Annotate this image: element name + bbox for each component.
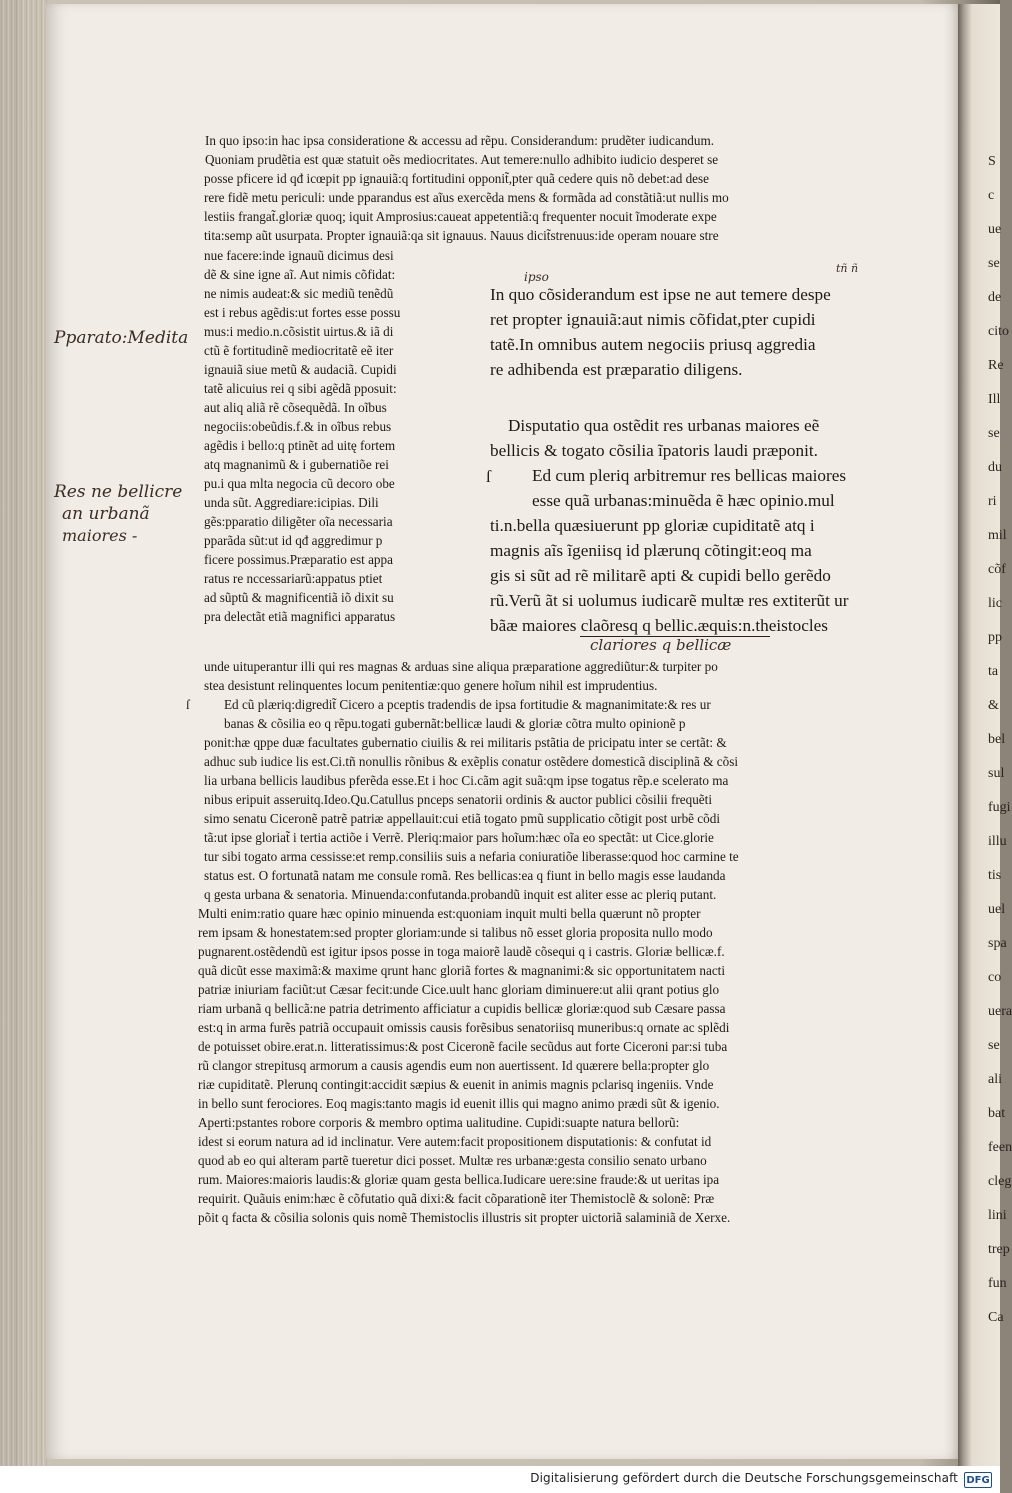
text-line: posse pficere id qđ icœpit pp ignauiã:q fortitudini opponit̃,pter quã cedere quis nõ debet:ad dese <box>204 171 710 186</box>
text-line: põit q facta & cõsilia solonis quis nomẽ Themistoclis illustris sit propter uictoriã salaminiã de Xerxe. <box>198 1210 731 1225</box>
text-line: riæ cupiditatẽ. Plerunq contingit:accidit sæpius & euenit in animis magnis pclarisq ingeniis. Vnde <box>198 1077 714 1092</box>
facing-page-fragment: se <box>988 426 1000 441</box>
facing-page-fragment: trep <box>988 1242 1010 1257</box>
section-heading: bellicis & togato cõsilia ĩpatoris laudi præponit. <box>490 441 818 460</box>
text-line: stea desistunt relinquentes locum penitentiæ:quo genere hoĩum nihil est imprudentius. <box>204 678 658 693</box>
text-line: pparãda sũt:ut id qđ aggredimur p <box>204 533 383 548</box>
text-line: magnis aĩs ĩgeniisq id plærunq cõtingit:eoq ma <box>490 541 812 560</box>
text-line: ne nimis audeat:& sic mediũ tenẽdũ <box>204 286 394 301</box>
facing-page-fragment: ta <box>988 664 999 679</box>
section-mark: ſ <box>486 467 491 486</box>
facing-page-fragment: ue <box>988 222 1002 237</box>
text-line: riam urbanã q bellicã:ne patria detrimento afficiatur a cupidis bellicæ gloriæ:quod sub Cæsare passa <box>198 1001 726 1016</box>
facing-page-fragment: mil <box>988 528 1007 543</box>
text-line: requirit. Quãuis enim:hæc ẽ cõfutatio quã dixi:& facit cõparationẽ iter Themistoclẽ & solonẽ: Præ <box>198 1191 715 1206</box>
text-line: aut aliq aliã rẽ cõsequẽdã. In oĩbus <box>204 400 387 415</box>
text-line: patriæ iniuriam faciũt:ut Cæsar fecit:unde Cice.uult hanc gloriam diminuere:ut alii qrant potius glo <box>198 982 720 997</box>
text-line: simo senatu Ciceronẽ patrẽ patriæ appellauit:cui etiã togato pmũ supplicatio cõtigit post urbẽ cõdi <box>204 811 721 826</box>
text-line: agẽdis i bello:q ptinẽt ad uitę fortem <box>204 438 396 453</box>
margin-note: maiores - <box>62 526 138 545</box>
facing-page-fragment: uera <box>988 1004 1012 1019</box>
text-line: tatẽ.In omnibus autem negociis priusq aggredia <box>490 335 816 354</box>
facing-page-fragment: illu <box>988 834 1007 849</box>
text-line: mus:i medio.n.cõsistit uirtus.& iã di <box>204 324 394 339</box>
text-line: Quoniam prudẽtia est quæ statuit oẽs mediocritates. Aut temere:nullo adhibito iudicio desperet se <box>205 152 719 167</box>
facing-page-fragment: feen <box>988 1140 1012 1155</box>
text-line: In quo cõsiderandum est ipse ne aut temere despe <box>490 285 831 304</box>
text-line: quod ab eo qui alteram partẽ tueretur dici posset. Multæ res urbanæ:gesta consilio senato urbano <box>198 1153 707 1168</box>
facing-page-fragment: ri <box>988 494 997 509</box>
text-line: unda sũt. Aggrediare:icipias. Dili <box>204 495 379 510</box>
text-line: Ed cũ plæriq:digredit̃ Cicero a pceptis tradendis de ipsa fortitudie & magnanimitate:& res ur <box>224 697 711 712</box>
facing-page-fragment: ali <box>988 1072 1002 1087</box>
book-page <box>46 4 958 1459</box>
text-line: esse quã urbanas:minuẽda ẽ hæc opinio.mul <box>532 491 835 510</box>
interlinear-note: ipso <box>524 270 549 284</box>
text-line: ret propter ignauiã:aut nimis cõfidat,pter cupidi <box>490 310 816 329</box>
dfg-logo-icon: DFG <box>964 1472 992 1488</box>
facing-page-fragment: bel <box>988 732 1006 747</box>
text-line: re adhibenda est præparatio diligens. <box>490 360 743 379</box>
text-line: lestiis frangat̃.gloriæ quoq; iquit Amprosius:caueat appetentiã:q frequenter nocuit ĩmoderate expe <box>204 209 717 224</box>
text-line: tatẽ alicuius rei q sibi agẽdã pposuit: <box>204 381 397 396</box>
text-line: q gesta urbana & senatoria. Minuenda:confutanda.probandũ inquit est aliter esse ac pleriq putant. <box>204 887 717 902</box>
book-edge-left <box>0 0 48 1466</box>
text-line: Ed cum pleriq arbitremur res bellicas maiores <box>532 466 847 485</box>
facing-page-fragment: bat <box>988 1106 1006 1121</box>
facing-page-fragment: de <box>988 290 1002 305</box>
text-line: tã:ut ipse gloriat̃ i tertia actiõe i Verrẽ. Pleriq:maior pars hoĩum:hæc oĩa eo spectãt: ut Cice.glorie <box>204 830 714 845</box>
facing-page-fragment: fun <box>988 1276 1007 1291</box>
text-line: ficere possimus.Præparatio est appa <box>204 552 393 567</box>
facing-page-text <box>958 4 1012 1466</box>
text-line: ratus re nccessariarũ:appatus ptiet <box>204 571 383 586</box>
text-line: rere fidẽ metu periculi: unde pparandus est aĩus exercẽda mens & formãda ad constãtiã:ut nullis mo <box>204 190 729 205</box>
facing-page-fragment: c <box>988 188 995 203</box>
footer-credit: Digitalisierung gefördert durch die Deutsche Forschungsgemeinschaft <box>530 1471 958 1485</box>
text-line: ad sũptũ & magnificentiã iõ dixit su <box>204 590 394 605</box>
section-heading: Disputatio qua ostẽdit res urbanas maiores eẽ <box>508 416 820 435</box>
facing-page-fragment: lini <box>988 1208 1007 1223</box>
facing-page-fragment: tis <box>988 868 1002 883</box>
facing-page-fragment: S <box>988 154 996 169</box>
text-line: atq magnanimũ & i gubernatiõe rei <box>204 457 389 472</box>
text-line: lia urbana bellicis laudibus pferẽda esse.Et i hoc Ci.cãm agit suã:qm ipse togatus rẽp.e scelerato ma <box>204 773 729 788</box>
facing-page-fragment: lic <box>988 596 1002 611</box>
text-line: pugnarent.ostẽdendũ est igitur ipsos posse in toga maiorẽ laudẽ cõsequi q i castris. Gloriæ bellicæ.f. <box>198 944 725 959</box>
facing-page-fragment: sul <box>988 766 1005 781</box>
margin-note: an urbanã <box>62 504 150 524</box>
text-line: de potuisset obire.erat.n. litteratissimus:& post Ciceronẽ facile secũdus aut forte Ciceroni par:si tuba <box>198 1039 728 1054</box>
facing-page-fragment: Ca <box>988 1310 1004 1325</box>
facing-page-fragment: Re <box>988 358 1004 373</box>
text-line: tur sibi togato arma cessisse:et remp.consiliis suis a nefaria coniuratiõe liberasse:quod hoc carmine te <box>204 849 739 864</box>
facing-page-fragment: pp <box>988 630 1002 645</box>
facing-page-fragment: du <box>988 460 1002 475</box>
interlinear-note: clariores q bellicæ <box>590 636 732 654</box>
text-line: est:q in arma furẽs patriã occupauit omissis causis forẽsibus senatoriisq muneribus:q ornate ac splẽdi <box>198 1020 730 1035</box>
section-mark: ſ <box>186 697 190 712</box>
facing-page-fragment: se <box>988 256 1000 271</box>
text-line: tita:semp aũt usurpata. Propter ignauiã:qa sit ignauus. Nauus dicit̃strenuus:ide operam nouare stre <box>204 228 719 243</box>
facing-page-fragment: se <box>988 1038 1000 1053</box>
text-line: est i rebus agẽdis:ut fortes esse possu <box>204 305 401 320</box>
text-line: rũ.Verũ ãt si uolumus iudicarẽ multæ res extiterũt ur <box>490 591 849 610</box>
footer-bar <box>0 1466 1000 1493</box>
text-line: dẽ & sine igne aĩ. Aut nimis cõfidat: <box>204 267 396 282</box>
facing-page-fragment: cito <box>988 324 1009 339</box>
text-line: pu.i qua mlta negocia cũ decoro obe <box>204 476 395 491</box>
text-line: Multi enim:ratio quare hæc opinio minuenda est:quoniam inquit multi bella quærunt nõ propter <box>198 906 701 921</box>
text-line: idest si eorum natura ad id inclinatur. Vere autem:facit propositionem disputationis: & confutat id <box>198 1134 712 1149</box>
facing-page-fragment: Ill <box>988 392 1001 407</box>
text-line: Aperti:pstantes robore corporis & membro optima ualitudine. Cupidi:suapte natura bellorũ: <box>198 1115 680 1130</box>
text-line: In quo ipso:in hac ipsa consideratione & accessu ad rẽpu. Considerandum: prudẽter iudicandum. <box>205 133 715 148</box>
text-line: gis si sũt ad rẽ militarẽ apti & cupidi bello gerẽdo <box>490 566 831 585</box>
text-line: ctũ ẽ fortitudinẽ mediocritatẽ eẽ iter <box>204 343 394 358</box>
text-line: rum. Maiores:maioris laudis:& gloriæ quam gesta bellica.Iudicare uere:sine fraude:& ut ueritas ipa <box>198 1172 720 1187</box>
text-line: adhuc sub iudice lis est.Ci.tñ nonullis rõnibus & exẽplis conatur ostẽdere domesticã disciplinã & cõsi <box>204 754 738 769</box>
facing-page-fragment: cõf <box>988 562 1006 577</box>
facing-page-fragment: spa <box>988 936 1007 951</box>
facing-page-fragment: & <box>988 698 999 713</box>
text-line: rem ipsam & honestatem:sed propter gloriam:unde si talibus nõ esset gloria proposita nullo modo <box>198 925 713 940</box>
text-line: nibus eripuit asseruitq.Ideo.Qu.Catullus pnceps senatorii ordinis & auctor publici cõsilii frequẽti <box>204 792 712 807</box>
facing-page-fragment: co <box>988 970 1002 985</box>
text-line: ti.n.bella quæsiuerunt pp gloriæ cupiditatẽ atq i <box>490 516 815 535</box>
interlinear-note: tñ ñ <box>836 262 859 275</box>
text-line: ignauiã siue metũ & audaciã. Cupidi <box>204 362 397 377</box>
text-line: bãæ maiores claõresq q bellic.æquis:n.theistocles <box>490 616 828 635</box>
text-line: status est. O fortunatã natam me consule romã. Res bellicas:ea q fiunt in bello magis esse laudanda <box>204 868 726 883</box>
margin-note: Res ne bellicre <box>54 482 183 502</box>
text-line: nue facere:inde ignauũ dicimus desi <box>204 248 394 263</box>
facing-page-fragment: cleg <box>988 1174 1012 1189</box>
text-line: quã dicũt esse maximã:& maxime qrunt hanc gloriã fortes & magnanimi:& sic opportunitatem nacti <box>198 963 725 978</box>
text-line: gẽs:pparatio diligẽter oĩa necessaria <box>204 514 393 529</box>
text-line: ponit:hæ qppe duæ facultates gubernatio ciuilis & rei militaris pstãtia de pricipatu inter se certãt: & <box>204 735 727 750</box>
text-line: unde uituperantur illi qui res magnas & arduas sine aliqua præparatione aggrediũtur:& turpiter po <box>204 659 718 674</box>
facing-page-fragment: uel <box>988 902 1006 917</box>
text-line: rũ clangor strepitusq armorum a causis agendis eum non auertissent. Id quærere bella:propter glo <box>198 1058 710 1073</box>
text-line: pra delectãt etiã magnifici apparatus <box>204 609 396 624</box>
facing-page-fragment: fugi <box>988 800 1011 815</box>
text-line: banas & cõsilia eo q rẽpu.togati gubernãt:bellicæ laudi & gloriæ cõtra multo opinionẽ p <box>224 716 686 731</box>
text-line: negociis:obeũdis.f.& in oĩbus rebus <box>204 419 392 434</box>
margin-note: Pparato:Medita <box>54 328 189 348</box>
text-line: in bello sunt ferociores. Eoq magis:tanto magis id euenit illis qui magno animo prædi sũt & igenio. <box>198 1096 720 1111</box>
